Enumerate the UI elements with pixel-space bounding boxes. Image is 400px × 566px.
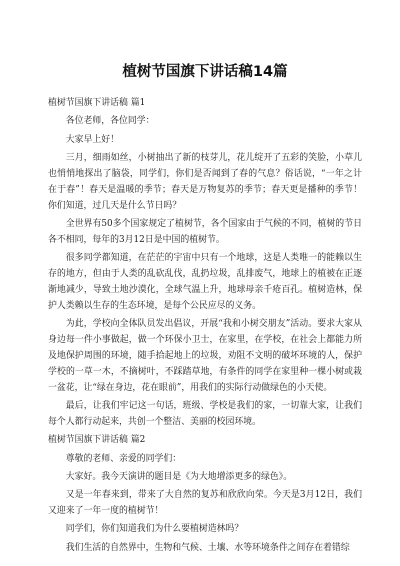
paragraph: 同学们，你们知道我们为什么要植树造林吗？ bbox=[65, 524, 244, 535]
paragraph: 大家好。我今天演讲的题目是《为大地增添更多的绿色》。 bbox=[65, 471, 293, 482]
paragraph: 为此，学校向全体队员发出倡议，开展“我和小树交朋友”活动。要求大家从身边每一件小事做起，做一个环保小卫士，在家里，在学校，在社会上都能力所及地保护周围的环境，随手拾起地上的垃圾，劝阻不文明的破坏环境的人，保护学校的一草一木，不摘树叶，不踩踏草地，有条件的同学在家里种一棵小树或栽一盆花，让“绿在身边，花在眼前”，用我们的实际行动做绿色的小天使。 bbox=[48, 319, 362, 393]
paragraph: 又是一年春来到，带来了大自然的复苏和欣欣向荣。今天是3月12日，我们又迎来了一年一度的植树节！ bbox=[48, 490, 362, 517]
paragraph: 大家早上好！ bbox=[65, 134, 120, 145]
paragraph: 各位老师，各位同学： bbox=[65, 116, 155, 127]
paragraph: 全世界有50多个国家规定了植树节，各个国家由于气候的不同，植树的节日各不相同，每年的3月12日是中国的植树节。 bbox=[48, 218, 362, 245]
paragraph: 我们生活的自然界中，生物和气候、土壤、水等环境条件之间存在着错综 bbox=[65, 542, 350, 553]
paragraph: 三月，细雨如丝，小树抽出了新的枝芽儿，花儿绽开了五彩的笑脸，小草儿也悄悄地探出了脑袋，同学们，你们是否闻到了春的气息？俗话说，“一年之计在于春”！春天是温暖的季节；春天是万物复苏的季节；春天更是播种的季节！你们知道，过几天是什么节日吗？ bbox=[48, 152, 362, 211]
section-heading: 植树节国旗下讲话稿 篇1 bbox=[48, 98, 146, 108]
page-title: 植树节国旗下讲话稿14篇 bbox=[122, 64, 288, 80]
paragraph: 很多同学都知道，在茫茫的宇宙中只有一个地球，这是人类唯一的能赖以生存的地方，但由于人类的乱砍乱伐，乱扔垃圾，乱排废气，地球上的植被在正逐渐地减少，导致土地沙漠化，全球气温上升，地球母亲千疮百孔。植树造林，保护人类赖以生存的生态环境，是每个公民应尽的义务。 bbox=[48, 253, 362, 311]
section-heading: 植树节国旗下讲话稿 篇2 bbox=[48, 435, 146, 446]
paragraph: 尊敬的老师、亲爱的同学们： bbox=[65, 453, 182, 464]
paragraph: 最后，让我们牢记这一句话，班级、学校是我们的家，一切靠大家，让我们每个人都行动起来，共创一个整洁、美丽的校园环境。 bbox=[48, 401, 362, 427]
document-body bbox=[48, 96, 362, 557]
